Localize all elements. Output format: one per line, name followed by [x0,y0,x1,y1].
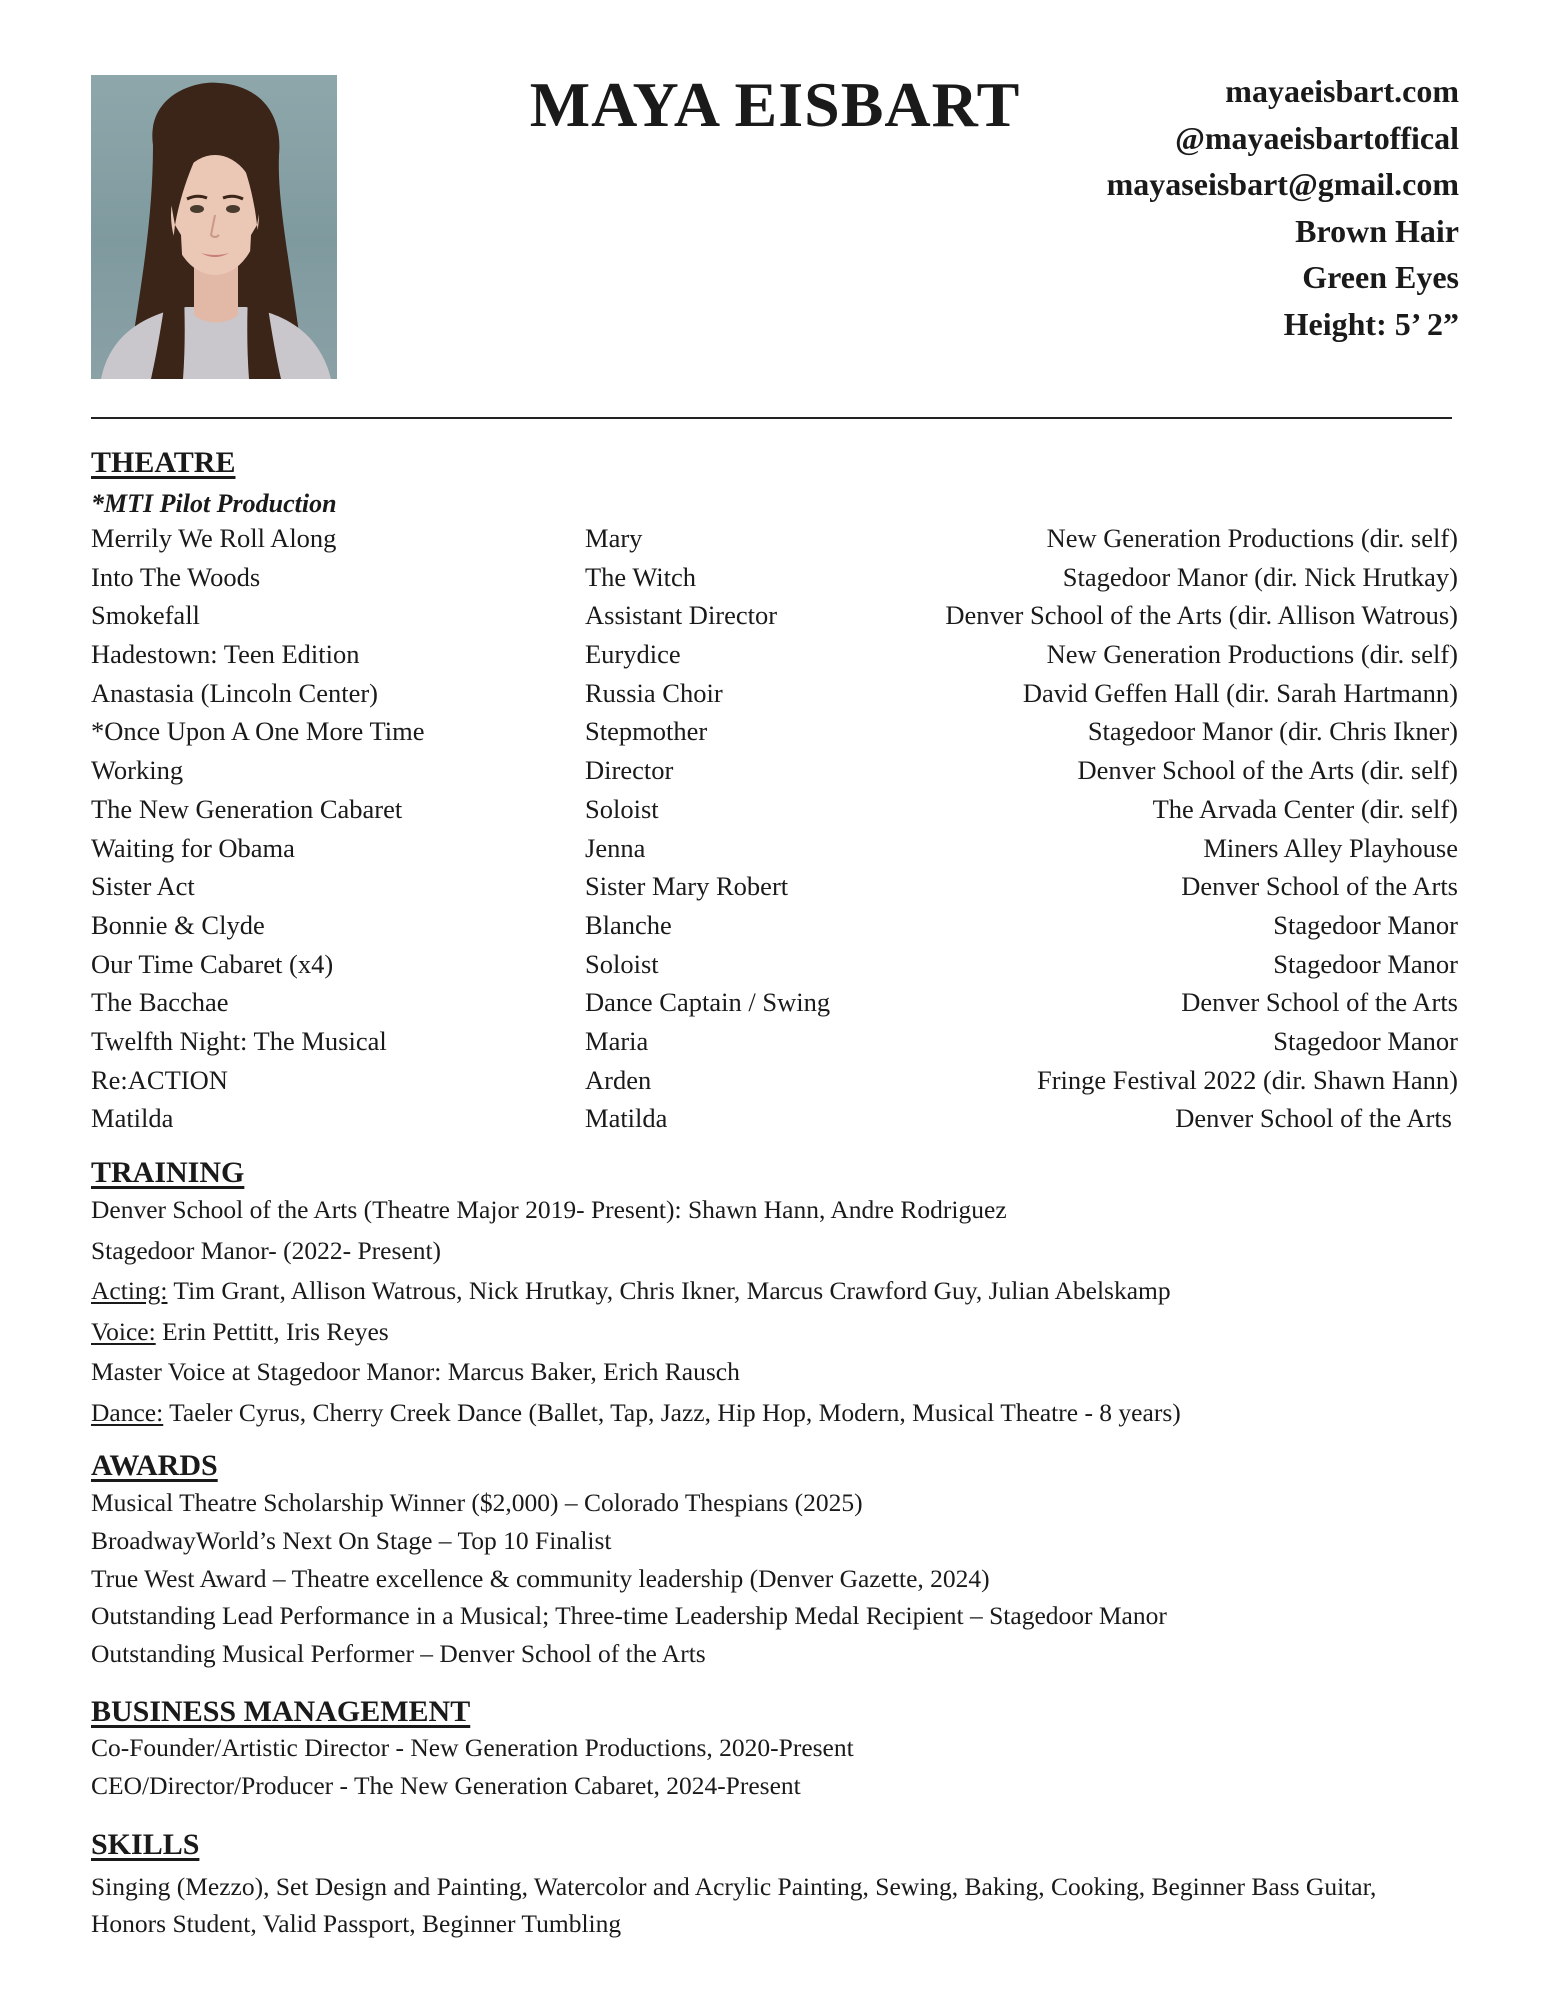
mti-pilot-note: *MTI Pilot Production [91,489,337,518]
venue: New Generation Productions (dir. self) [1046,639,1458,670]
list-item: Singing (Mezzo), Set Design and Painting, Watercolor and Acrylic Painting, Sewing, Baking, Cooking, Beginner Bass Guitar, [91,1872,1377,1901]
acting-teachers: Tim Grant, Allison Watrous, Nick Hrutkay, Chris Ikner, Marcus Crawford Guy, Julian Abelskamp [167,1276,1171,1306]
show-title: Matilda [91,1103,174,1134]
venue: Denver School of the Arts (dir. Allison Watrous) [945,600,1458,631]
list-item: Outstanding Lead Performance in a Musical; Three-time Leadership Medal Recipient – Stagedoor Manor [91,1601,1167,1631]
table-row [91,1099,1458,1138]
role: Assistant Director [585,600,778,631]
show-title: Smokefall [91,600,200,631]
voice-label: Voice: [91,1316,156,1346]
skills-heading: SKILLS [91,1828,200,1861]
dance-label: Dance: [91,1397,164,1427]
theatre-table [91,519,1458,1138]
role: Mary [585,523,643,553]
role: Sister Mary Robert [585,871,789,902]
height: Height: 5’ 2” [1283,305,1459,342]
table-row [91,906,1458,945]
list-item: True West Award – Theatre excellence & community leadership (Denver Gazette, 2024) [91,1563,990,1593]
list-item: Musical Theatre Scholarship Winner ($2,000) – Colorado Thespians (2025) [91,1488,863,1517]
list-item: Honors Student, Valid Passport, Beginner Tumbling [91,1909,622,1938]
list-item: Stagedoor Manor- (2022- Present) [91,1235,442,1265]
venue: Fringe Festival 2022 (dir. Shawn Hann) [1036,1064,1458,1095]
skills-list [91,1868,1376,1942]
table-row [91,712,1458,751]
table-row [91,519,1458,558]
table-row [91,829,1458,868]
header-divider [91,417,1452,419]
venue: New Generation Productions (dir. self) [1046,523,1458,553]
training-list [91,1190,1181,1434]
venue: The Arvada Center (dir. self) [1152,793,1458,824]
website-link[interactable]: mayaeisbart.com [1225,73,1459,109]
headshot-illustration [91,75,337,379]
role: Director [585,755,674,786]
awards-list [91,1484,1167,1673]
table-row [91,635,1458,674]
role: The Witch [585,561,697,592]
resume-name: MAYA EISBART [529,69,1021,140]
role: Soloist [585,948,659,979]
list-item [91,1312,1181,1353]
table-row [91,751,1458,790]
table-row [91,790,1458,829]
venue: Stagedoor Manor [1273,909,1458,940]
show-title: Working [91,755,184,786]
venue: Miners Alley Playhouse [1203,832,1458,863]
table-row [91,596,1458,635]
role: Blanche [585,909,672,940]
list-item [91,1271,1181,1312]
role: Dance Captain / Swing [585,987,831,1018]
venue: Stagedoor Manor (dir. Nick Hrutkay) [1062,561,1458,592]
list-item: CEO/Director/Producer - The New Generation Cabaret, 2024-Present [91,1770,801,1800]
dance-teachers: Taeler Cyrus, Cherry Creek Dance (Ballet, Tap, Jazz, Hip Hop, Modern, Musical Theatre - 8 years) [163,1397,1181,1427]
venue: Stagedoor Manor [1273,1025,1458,1056]
list-item: Master Voice at Stagedoor Manor: Marcus Baker, Erich Rausch [91,1357,740,1387]
show-title: The Bacchae [91,987,229,1018]
list-item: Denver School of the Arts (Theatre Major 2019- Present): Shawn Hann, Andre Rodriguez [91,1195,1007,1224]
list-item: Co-Founder/Artistic Director - New Generation Productions, 2020-Present [91,1733,854,1762]
contact-block [1107,68,1459,347]
venue: Stagedoor Manor (dir. Chris Ikner) [1087,716,1458,747]
show-title: Our Time Cabaret (x4) [91,948,334,979]
show-title: Into The Woods [91,561,261,592]
acting-label: Acting: [91,1276,168,1306]
venue: David Geffen Hall (dir. Sarah Hartmann) [1022,677,1458,708]
show-title: Sister Act [91,871,195,902]
theatre-heading: THEATRE [91,446,236,479]
role: Jenna [585,832,646,863]
table-row [91,945,1458,984]
business-list [91,1729,854,1804]
table-row [91,558,1458,597]
awards-heading: AWARDS [91,1449,218,1482]
email-link[interactable]: mayaseisbart@gmail.com [1106,166,1459,202]
list-item [91,1393,1181,1434]
table-row [91,1061,1458,1100]
venue: Denver School of the Arts [1181,871,1458,902]
show-title: Re:ACTION [91,1064,228,1095]
table-row [91,1022,1458,1061]
role: Russia Choir [585,677,723,708]
venue: Denver School of the Arts (dir. self) [1077,755,1458,786]
business-heading: BUSINESS MANAGEMENT [91,1695,471,1728]
venue: Denver School of the Arts [1181,987,1458,1018]
social-handle[interactable]: @mayaeisbartoffical [1175,119,1459,156]
training-heading: TRAINING [91,1156,245,1189]
role: Eurydice [585,639,681,670]
eye-color: Green Eyes [1302,259,1459,295]
role: Maria [585,1025,649,1056]
headshot-photo [91,75,337,379]
table-row [91,674,1458,713]
role: Stepmother [585,716,708,747]
show-title: The New Generation Cabaret [91,793,403,824]
venue: Stagedoor Manor [1273,948,1458,979]
hair-color: Brown Hair [1295,212,1459,249]
venue: Denver School of the Arts [1175,1103,1452,1134]
show-title: Merrily We Roll Along [91,523,337,553]
show-title: Twelfth Night: The Musical [91,1025,387,1056]
role: Soloist [585,793,659,824]
voice-teachers: Erin Pettitt, Iris Reyes [155,1316,389,1346]
show-title: Bonnie & Clyde [91,909,265,940]
table-row [91,983,1458,1022]
role: Arden [585,1064,652,1095]
table-row [91,867,1458,906]
list-item: Outstanding Musical Performer – Denver School of the Arts [91,1639,706,1669]
role: Matilda [585,1103,668,1134]
show-title: *Once Upon A One More Time [91,716,425,747]
list-item: BroadwayWorld’s Next On Stage – Top 10 Finalist [91,1525,612,1555]
show-title: Waiting for Obama [91,832,295,863]
show-title: Hadestown: Teen Edition [91,639,360,670]
show-title: Anastasia (Lincoln Center) [91,677,378,708]
